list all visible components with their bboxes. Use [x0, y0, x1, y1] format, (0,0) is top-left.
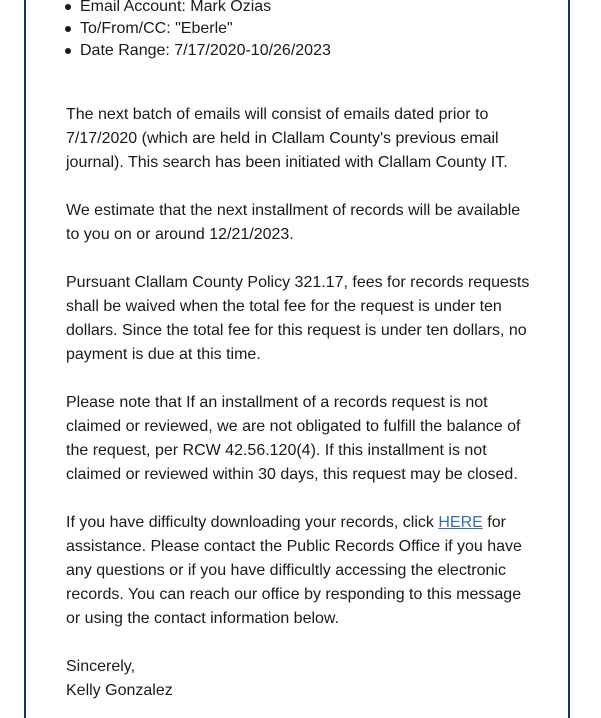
- criteria-item-date-range: Date Range: 7/17/2020-10/26/2023: [80, 40, 510, 62]
- criteria-item-email-account: Email Account: Mark Ozias: [80, 0, 510, 18]
- help-here-link[interactable]: HERE: [438, 514, 483, 531]
- paragraph-estimate: We estimate that the next installment of records will be available to you on or around 12/21/2023.: [66, 202, 521, 243]
- help-text-before: If you have difficulty downloading your records, click: [66, 514, 439, 531]
- search-criteria-list: [40, 0, 510, 62]
- paragraph-fees: Pursuant Clallam County Policy 321.17, fees for records requests shall be waived when the total fee for the request is under ten dollars. Since the total fee for this request is under ten dollars, no payment is due at this time.: [66, 274, 530, 363]
- signature-name: Kelly Gonzalez: [66, 682, 173, 699]
- signature-closing: Sincerely,: [66, 658, 136, 675]
- paragraph-help: [66, 511, 536, 631]
- criteria-item-to-from-cc: To/From/CC: "Eberle": [80, 18, 510, 40]
- paragraph-note: Please note that If an installment of a records request is not claimed or reviewed, we are not obligated to fulfill the balance of the request, per RCW 42.56.120(4). If this installment is not claimed or reviewed within 30 days, this request may be closed.: [66, 394, 521, 483]
- help-text-after: for assistance. Please contact the Public Records Office if you have any questions or if you have difficultly accessing the electronic records. You can reach our office by responding to this message or using the contact information below.: [66, 514, 522, 627]
- signature-block: [66, 655, 536, 703]
- email-body: [66, 0, 536, 703]
- paragraph-next-batch: The next batch of emails will consist of emails dated prior to 7/17/2020 (which are held in Clallam County's previous email journal). This search has been initiated with Clallam County IT.: [66, 106, 508, 171]
